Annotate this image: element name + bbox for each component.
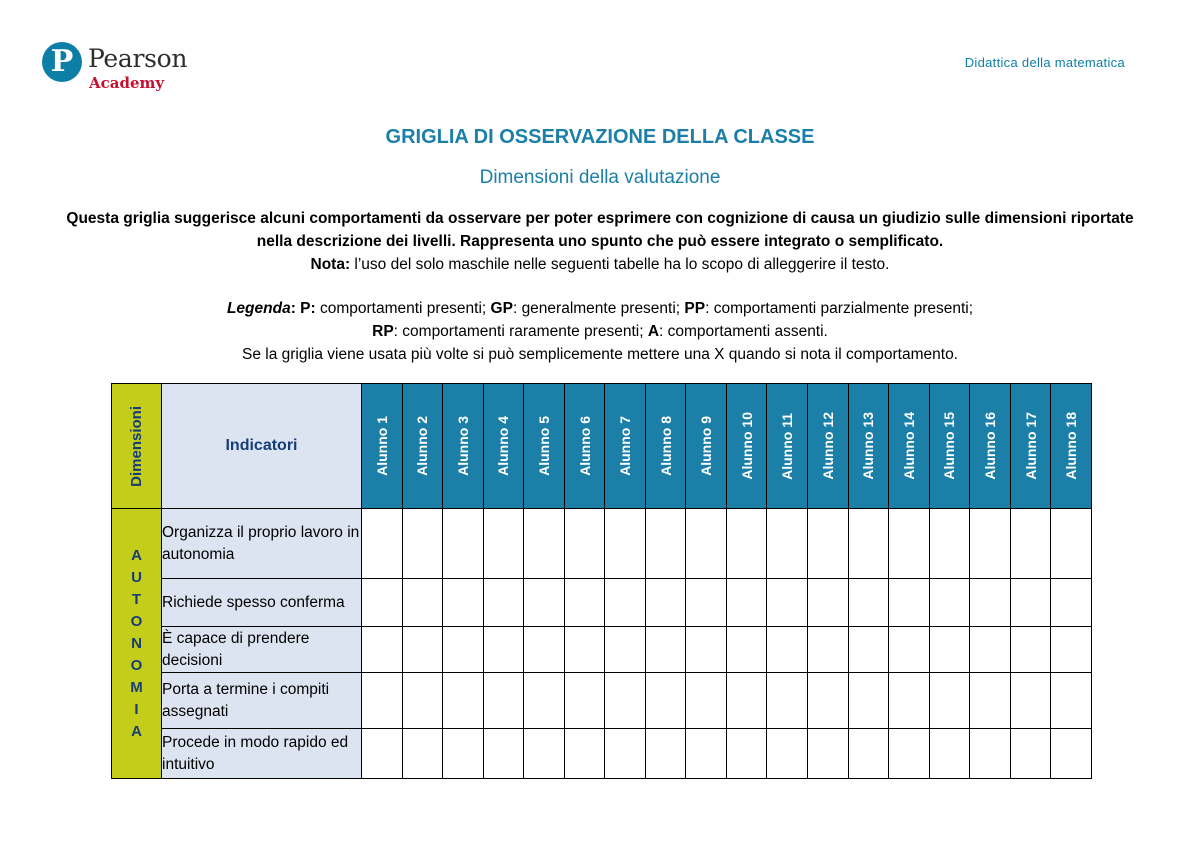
observation-mark-cell[interactable] <box>564 579 605 627</box>
observation-mark-cell[interactable] <box>970 579 1011 627</box>
observation-mark-cell[interactable] <box>443 729 484 779</box>
observation-mark-cell[interactable] <box>929 509 970 579</box>
legend-code: RP <box>372 323 394 340</box>
observation-mark-cell[interactable] <box>402 509 443 579</box>
observation-mark-cell[interactable] <box>443 627 484 673</box>
student-header <box>443 384 484 509</box>
legend-line-2 <box>372 323 828 340</box>
observation-mark-cell[interactable] <box>889 579 930 627</box>
legend-description: : comportamenti raramente presenti; <box>393 323 648 340</box>
observation-mark-cell[interactable] <box>524 729 565 779</box>
observation-mark-cell[interactable] <box>524 627 565 673</box>
observation-mark-cell[interactable] <box>1051 509 1092 579</box>
student-header <box>402 384 443 509</box>
legend-description: : comportamenti assenti. <box>659 323 828 340</box>
header-subject: Didattica della matematica <box>964 55 1125 70</box>
student-header-label: Alunno 18 <box>1063 412 1080 480</box>
student-header-label: Alunno 15 <box>941 412 958 480</box>
page-title: GRIGLIA DI OSSERVAZIONE DELLA CLASSE <box>385 126 815 148</box>
observation-mark-cell[interactable] <box>889 509 930 579</box>
observation-mark-cell[interactable] <box>1010 579 1051 627</box>
intro-paragraph <box>50 207 1150 276</box>
observation-mark-cell[interactable] <box>767 579 808 627</box>
observation-mark-cell[interactable] <box>483 509 524 579</box>
dimension-letter: A <box>131 546 142 564</box>
observation-mark-cell[interactable] <box>564 627 605 673</box>
student-header <box>1010 384 1051 509</box>
student-header-label: Alunno 16 <box>981 412 998 480</box>
observation-mark-cell[interactable] <box>483 673 524 729</box>
table-row <box>112 509 1092 579</box>
student-header <box>686 384 727 509</box>
observation-mark-cell[interactable] <box>848 627 889 673</box>
student-header-label: Alunno 17 <box>1022 412 1039 480</box>
student-header-label: Alunno 14 <box>900 412 917 480</box>
observation-mark-cell[interactable] <box>726 627 767 673</box>
observation-mark-cell[interactable] <box>1051 579 1092 627</box>
observation-mark-cell[interactable] <box>402 627 443 673</box>
legend-label: Legenda <box>226 300 291 317</box>
observation-mark-cell[interactable] <box>767 509 808 579</box>
observation-mark-cell[interactable] <box>483 579 524 627</box>
student-header-label: Alunno 6 <box>576 416 593 476</box>
observation-mark-cell[interactable] <box>726 509 767 579</box>
observation-mark-cell[interactable] <box>929 579 970 627</box>
observation-mark-cell[interactable] <box>605 579 646 627</box>
dimension-letter: I <box>134 700 139 718</box>
indicator-cell: Organizza il proprio lavoro in autonomia <box>162 509 362 579</box>
dimension-letter: O <box>130 656 143 674</box>
observation-mark-cell[interactable] <box>686 627 727 673</box>
intro-bold-text: Questa griglia suggerisce alcuni comportamenti da osservare per poter esprimere con cognizione di causa un giudizio sulle dimensioni riportate nella descrizione dei livelli. Rappresenta uno spunto che può essere integrato o semplificato. <box>66 210 1134 250</box>
observation-mark-cell[interactable] <box>362 509 403 579</box>
legend-code: GP <box>490 300 513 317</box>
observation-mark-cell[interactable] <box>483 729 524 779</box>
observation-mark-cell[interactable] <box>767 627 808 673</box>
indicator-cell: Procede in modo rapido ed intuitivo <box>162 729 362 779</box>
observation-mark-cell[interactable] <box>362 673 403 729</box>
legend <box>50 297 1150 366</box>
observation-grid <box>111 383 1092 779</box>
student-header <box>645 384 686 509</box>
observation-mark-cell[interactable] <box>726 673 767 729</box>
student-header <box>889 384 930 509</box>
observation-mark-cell[interactable] <box>605 509 646 579</box>
legend-line-3: Se la griglia viene usata più volte si può semplicemente mettere una X quando si nota il comportamento. <box>242 346 958 363</box>
observation-mark-cell[interactable] <box>1010 509 1051 579</box>
observation-mark-cell[interactable] <box>362 729 403 779</box>
dimension-autonomia-cell <box>112 509 162 779</box>
observation-mark-cell[interactable] <box>645 729 686 779</box>
observation-mark-cell[interactable] <box>889 627 930 673</box>
student-header <box>929 384 970 509</box>
observation-mark-cell[interactable] <box>1010 729 1051 779</box>
observation-mark-cell[interactable] <box>605 673 646 729</box>
student-header <box>605 384 646 509</box>
legend-line-1 <box>300 300 973 317</box>
student-header <box>808 384 849 509</box>
observation-mark-cell[interactable] <box>362 579 403 627</box>
observation-mark-cell[interactable] <box>929 627 970 673</box>
dimension-letter: U <box>131 568 142 586</box>
observation-mark-cell[interactable] <box>564 509 605 579</box>
dimension-letter: M <box>130 678 143 696</box>
student-header <box>483 384 524 509</box>
dimensions-header <box>112 384 162 509</box>
observation-mark-cell[interactable] <box>808 673 849 729</box>
indicator-cell: È capace di prendere decisioni <box>162 627 362 673</box>
observation-mark-cell[interactable] <box>848 509 889 579</box>
observation-mark-cell[interactable] <box>970 627 1011 673</box>
student-header <box>362 384 403 509</box>
observation-mark-cell[interactable] <box>767 673 808 729</box>
observation-mark-cell[interactable] <box>808 579 849 627</box>
pearson-academy-logo <box>42 42 202 98</box>
observation-mark-cell[interactable] <box>402 673 443 729</box>
legend-description: : generalmente presenti; <box>512 300 685 317</box>
observation-mark-cell[interactable] <box>929 729 970 779</box>
student-header-label: Alunno 2 <box>414 416 431 476</box>
observation-mark-cell[interactable] <box>645 627 686 673</box>
nota-text: l’uso del solo maschile nelle seguenti tabelle ha lo scopo di alleggerire il testo. <box>350 256 890 273</box>
observation-mark-cell[interactable] <box>1051 627 1092 673</box>
observation-mark-cell[interactable] <box>686 509 727 579</box>
student-header-label: Alunno 3 <box>454 416 471 476</box>
student-header <box>1051 384 1092 509</box>
observation-mark-cell[interactable] <box>848 579 889 627</box>
table-row <box>112 673 1092 729</box>
observation-mark-cell[interactable] <box>808 729 849 779</box>
observation-mark-cell[interactable] <box>1051 673 1092 729</box>
table-row <box>112 579 1092 627</box>
observation-mark-cell[interactable] <box>443 509 484 579</box>
pearson-logo-icon: P <box>42 42 82 82</box>
observation-mark-cell[interactable] <box>726 729 767 779</box>
legend-description: comportamenti presenti; <box>315 300 491 317</box>
student-header <box>726 384 767 509</box>
legend-code: A <box>647 323 660 340</box>
dimension-letter: N <box>131 634 142 652</box>
observation-mark-cell[interactable] <box>605 729 646 779</box>
student-header-label: Alunno 4 <box>495 416 512 476</box>
indicator-cell: Porta a termine i compiti assegnati <box>162 673 362 729</box>
student-header-label: Alunno 1 <box>373 416 390 476</box>
observation-mark-cell[interactable] <box>402 729 443 779</box>
indicators-header: Indicatori <box>162 384 362 509</box>
observation-mark-cell[interactable] <box>767 729 808 779</box>
observation-mark-cell[interactable] <box>524 509 565 579</box>
student-header-label: Alunno 12 <box>819 412 836 480</box>
grid-body <box>112 509 1092 779</box>
grid-header-row <box>112 384 1092 509</box>
dimensions-header-label: Dimensioni <box>128 405 145 487</box>
table-row <box>112 729 1092 779</box>
indicator-cell: Richiede spesso conferma <box>162 579 362 627</box>
observation-mark-cell[interactable] <box>362 627 403 673</box>
observation-mark-cell[interactable] <box>929 673 970 729</box>
observation-mark-cell[interactable] <box>808 627 849 673</box>
student-header <box>767 384 808 509</box>
student-header <box>564 384 605 509</box>
observation-mark-cell[interactable] <box>1051 729 1092 779</box>
observation-mark-cell[interactable] <box>686 729 727 779</box>
observation-mark-cell[interactable] <box>848 729 889 779</box>
observation-mark-cell[interactable] <box>524 673 565 729</box>
observation-mark-cell[interactable] <box>808 509 849 579</box>
student-header <box>524 384 565 509</box>
student-header-label: Alunno 5 <box>535 416 552 476</box>
observation-mark-cell[interactable] <box>645 579 686 627</box>
observation-mark-cell[interactable] <box>686 579 727 627</box>
observation-mark-cell[interactable] <box>889 729 930 779</box>
page-subtitle: Dimensioni della valutazione <box>479 167 721 188</box>
student-header <box>970 384 1011 509</box>
student-header <box>848 384 889 509</box>
student-header-label: Alunno 13 <box>860 412 877 480</box>
observation-mark-cell[interactable] <box>402 579 443 627</box>
observation-mark-cell[interactable] <box>443 579 484 627</box>
logo-subtitle: Academy <box>89 74 165 92</box>
dimension-letter: O <box>130 612 143 630</box>
legend-code: P: <box>300 300 316 317</box>
observation-mark-cell[interactable] <box>970 673 1011 729</box>
dimension-letter: T <box>131 590 142 608</box>
legend-description: : comportamenti parzialmente presenti; <box>705 300 974 317</box>
student-header-label: Alunno 7 <box>617 416 634 476</box>
observation-mark-cell[interactable] <box>645 509 686 579</box>
observation-mark-cell[interactable] <box>1010 673 1051 729</box>
logo-wordmark: Pearson <box>88 44 188 73</box>
observation-mark-cell[interactable] <box>483 627 524 673</box>
observation-mark-cell[interactable] <box>443 673 484 729</box>
legend-code: PP <box>684 300 706 317</box>
nota-label: Nota: <box>310 256 351 273</box>
dimension-letter: A <box>131 722 142 740</box>
observation-mark-cell[interactable] <box>524 579 565 627</box>
student-header-label: Alunno 11 <box>779 412 796 480</box>
student-header-label: Alunno 9 <box>698 416 715 476</box>
observation-mark-cell[interactable] <box>889 673 930 729</box>
observation-mark-cell[interactable] <box>1010 627 1051 673</box>
observation-mark-cell[interactable] <box>605 627 646 673</box>
observation-mark-cell[interactable] <box>564 729 605 779</box>
observation-mark-cell[interactable] <box>970 729 1011 779</box>
observation-mark-cell[interactable] <box>564 673 605 729</box>
observation-mark-cell[interactable] <box>686 673 727 729</box>
table-row <box>112 627 1092 673</box>
observation-mark-cell[interactable] <box>645 673 686 729</box>
observation-mark-cell[interactable] <box>726 579 767 627</box>
legend-colon: : <box>290 300 301 317</box>
observation-mark-cell[interactable] <box>970 509 1011 579</box>
observation-mark-cell[interactable] <box>848 673 889 729</box>
student-header-label: Alunno 10 <box>738 412 755 480</box>
student-header-label: Alunno 8 <box>657 416 674 476</box>
